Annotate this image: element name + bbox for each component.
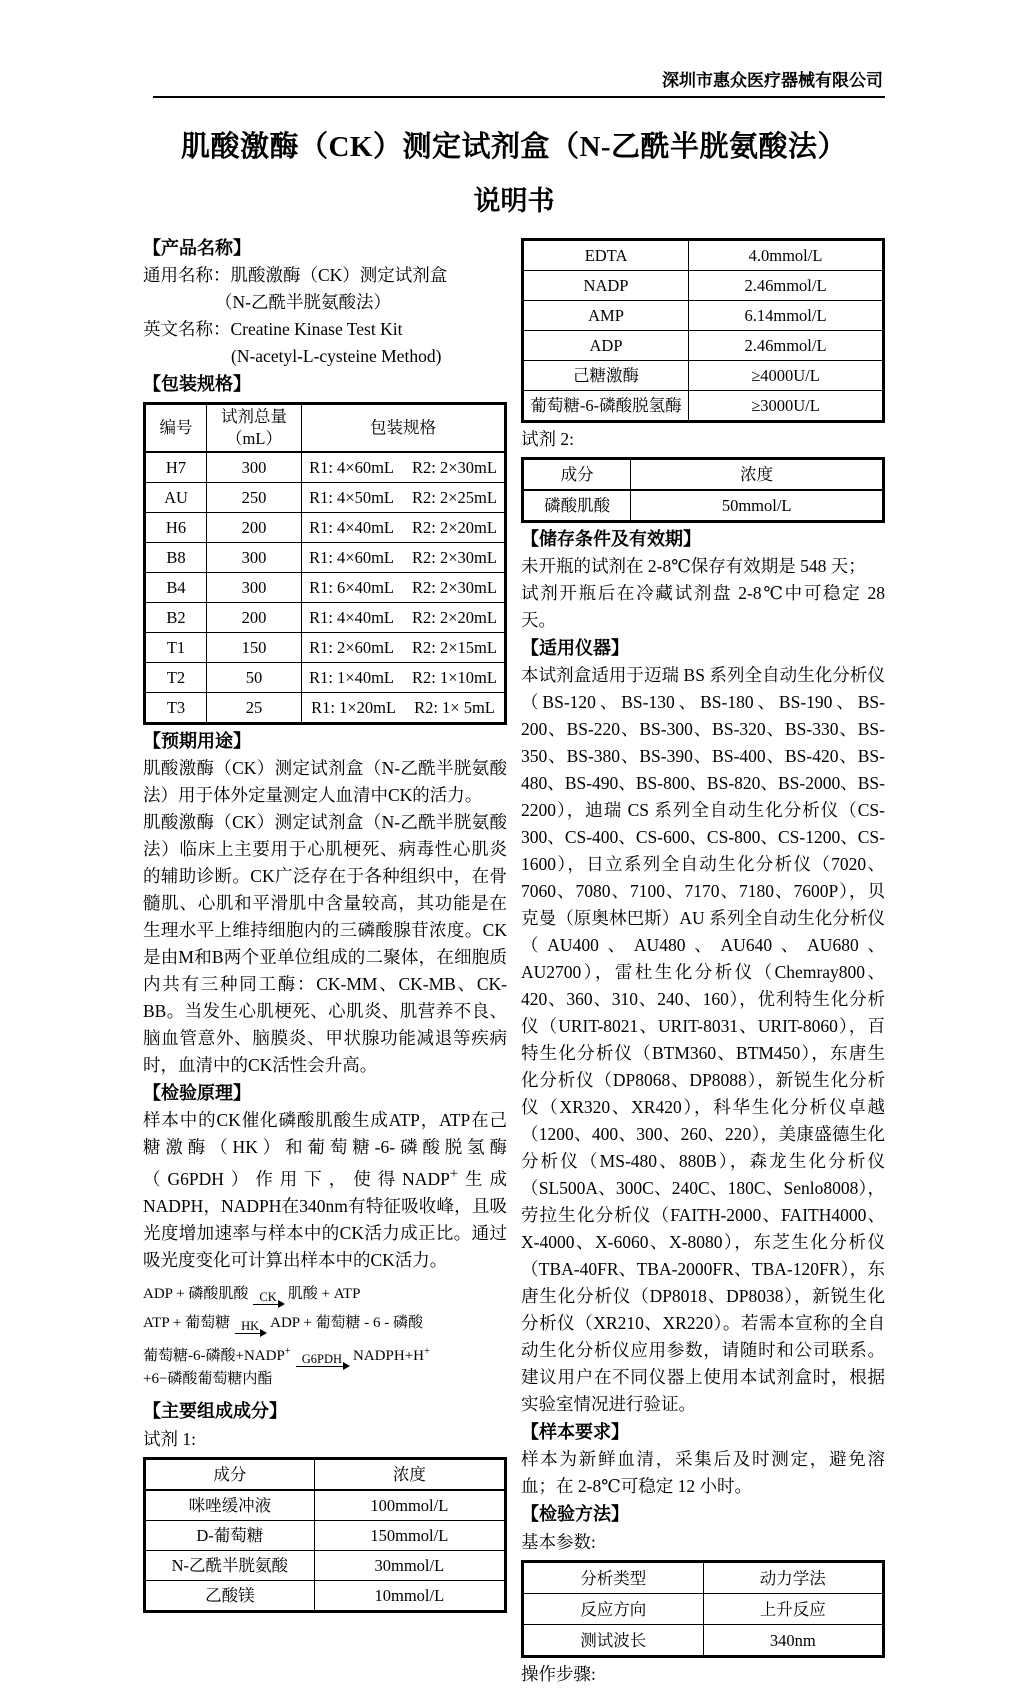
packaging-cell-id: B2 — [145, 603, 207, 633]
packaging-col-id: 编号 — [145, 404, 207, 453]
reaction-catalyst: G6PDH — [301, 1351, 343, 1366]
reaction-line — [143, 1313, 507, 1334]
english-name-value: Creatine Kinase Test Kit — [230, 319, 403, 339]
generic-name-label: 通用名称： — [143, 265, 231, 285]
reagent2-table — [521, 457, 885, 523]
component-name: AMP — [523, 301, 689, 331]
component-concentration: 2.46mmol/L — [689, 271, 884, 301]
packaging-spec-r2: R2: 2×30mL — [412, 578, 497, 597]
packaging-cell-id: B4 — [145, 573, 207, 603]
reaction-right: 肌酸 + ATP — [287, 1285, 361, 1302]
reaction-left: ATP + 葡萄糖 — [143, 1314, 231, 1331]
storage-line-2: 试剂开瓶后在冷藏试剂盘 2-8℃中可稳定 28 天。 — [521, 583, 885, 630]
packaging-cell-id: AU — [145, 483, 207, 513]
packaging-col-total-line2: （mL） — [226, 429, 282, 448]
page-title: 肌酸激酶（CK）测定试剂盒（N-乙酰半胱氨酸法） — [180, 131, 848, 163]
component-name: N-乙酰半胱氨酸 — [145, 1550, 315, 1580]
packaging-spec-r1: R1: 4×50mL — [309, 488, 394, 507]
packaging-spec-r2: R2: 2×20mL — [412, 518, 497, 537]
packaging-spec-r1: R1: 4×60mL — [309, 548, 394, 567]
principle-superscript: + — [449, 1166, 459, 1182]
reaction-right-sup: + — [423, 1345, 430, 1357]
reagent2-label: 试剂 2: — [521, 429, 574, 449]
company-name: 深圳市惠众医疗器械有限公司 — [662, 71, 883, 90]
packaging-spec-r1: R1: 1×40mL — [309, 668, 394, 687]
basic-params-row — [523, 1562, 884, 1594]
packaging-row — [145, 513, 506, 543]
section-heading-sample: 【样本要求】 — [521, 1422, 629, 1442]
document-page — [143, 0, 885, 1688]
packaging-cell-total: 300 — [207, 452, 302, 483]
reaction-arrow-icon — [296, 1353, 348, 1367]
reaction-right: ADP + 葡萄糖 - 6 - 磷酸 — [270, 1314, 424, 1331]
instruments-paragraph: 本试剂盒适用于迈瑞 BS 系列全自动生化分析仪（BS-120、BS-130、BS-180、BS-190、BS-200、BS-220、BS-300、BS-320、BS-330、BS-350、BS-380、BS-390、BS-400、BS-420、BS-480、BS-490、BS-800、BS-820、BS-2000、BS-2200），迪瑞 CS 系列全自动生化分析仪（CS-300、CS-400、CS-600、CS-800、CS-1200、CS-1600），日立系列全自动生化分析仪（7020、7060、7080、7100、7170、7180、7600P），贝克曼（原奥林巴斯）AU 系列全自动生化分析仪（AU400、AU480、AU640、AU680、AU2700），雷杜生化分析仪（Chemray800、420、360、310、240、160），优利特生化分析仪（URIT-8021、URIT-8031、URIT-8060），百特生化分析仪（BTM360、BTM450），东唐生化分析仪（DP8068、DP8088），新锐生化分析仪（XR320、XR420），科华生化分析仪卓越（1200、400、300、260、220），美康盛德生化分析仪（MS-480、880B），森龙生化分析仪（SL500A、300C、240C、180C、Senlo8008），劳拉生化分析仪（FAITH-2000、FAITH4000、X-4000、X-6060、X-8080），东芝生化分析仪（TBA-40FR、TBA-2000FR、TBA-120FR），东唐生化分析仪（DP8018、DP8038），新锐生化分析仪（XR210、XR220）。若需本宣称的全自动生化分析仪应用参数，请随时和公司联系。建议用户在不同仪器上使用本试剂盒时，根据实验室情况进行验证。 — [521, 665, 885, 1414]
packaging-cell-spec — [302, 513, 506, 543]
english-name-label: 英文名称： — [143, 319, 231, 339]
reagent1-continued-row — [523, 240, 884, 271]
generic-name-value: 肌酸激酶（CK）测定试剂盒 — [230, 265, 448, 285]
packaging-col-spec: 包装规格 — [302, 404, 506, 453]
component-name: D-葡萄糖 — [145, 1520, 315, 1550]
section-heading-method: 【检验方法】 — [521, 1504, 629, 1524]
packaging-cell-spec — [302, 452, 506, 483]
basic-params-row — [523, 1625, 884, 1657]
reaction-arrow-icon — [253, 1291, 282, 1305]
param-name: 分析类型 — [523, 1562, 704, 1594]
reagent1-row — [145, 1520, 506, 1550]
component-name: 乙酸镁 — [145, 1580, 315, 1611]
component-concentration: ≥3000U/L — [689, 391, 884, 422]
packaging-cell-spec — [302, 573, 506, 603]
section-heading-instruments: 【适用仪器】 — [521, 638, 629, 658]
packaging-row — [145, 663, 506, 693]
reaction-line — [143, 1284, 507, 1305]
reagent2-col-component: 成分 — [523, 459, 631, 491]
packaging-spec-r1: R1: 1×20mL — [311, 698, 397, 717]
component-name: 磷酸肌酸 — [523, 490, 631, 522]
packaging-table-body — [145, 452, 506, 724]
packaging-cell-total: 250 — [207, 483, 302, 513]
two-column-layout — [143, 234, 885, 1688]
left-column — [143, 234, 507, 1615]
component-concentration: 10mmol/L — [314, 1580, 505, 1611]
reaction-right: NADPH+H — [353, 1347, 424, 1364]
packaging-cell-total: 200 — [207, 513, 302, 543]
basic-params-body — [523, 1562, 884, 1657]
reaction-left: ADP + 磷酸肌酸 — [143, 1285, 249, 1302]
packaging-cell-id: T2 — [145, 663, 207, 693]
generic-name-line — [143, 262, 507, 289]
component-name: NADP — [523, 271, 689, 301]
basic-params-label: 基本参数: — [521, 1532, 596, 1552]
reagent1-table-header — [145, 1458, 506, 1490]
param-name: 反应方向 — [523, 1594, 704, 1625]
reagent1-continued-row — [523, 361, 884, 391]
storage-line-1: 未开瓶的试剂在 2-8℃保存有效期是 548 天； — [521, 556, 866, 576]
reagent1-col-component: 成分 — [145, 1458, 315, 1490]
component-concentration: 100mmol/L — [314, 1490, 505, 1521]
component-concentration: 50mmol/L — [631, 490, 884, 522]
packaging-spec-r1: R1: 4×40mL — [309, 518, 394, 537]
packaging-col-total — [207, 404, 302, 453]
packaging-spec-r1: R1: 4×40mL — [309, 608, 394, 627]
principle-text-1: 样本中的CK催化磷酸肌酸生成ATP，ATP在己糖激酶（HK）和葡萄糖-6-磷酸脱氢酶（G6PDH）作用下，使得NADP — [143, 1110, 507, 1189]
packaging-spec-r2: R2: 2×15mL — [412, 638, 497, 657]
param-value: 上升反应 — [703, 1594, 884, 1625]
basic-params-table — [521, 1560, 885, 1658]
packaging-cell-id: T1 — [145, 633, 207, 663]
component-concentration: 150mmol/L — [314, 1520, 505, 1550]
basic-params-row — [523, 1594, 884, 1625]
packaging-spec-r1: R1: 4×60mL — [309, 458, 394, 477]
reagent1-continued-row — [523, 271, 884, 301]
reagent1-continued-table — [521, 238, 885, 423]
packaging-row — [145, 543, 506, 573]
packaging-spec-r1: R1: 2×60mL — [309, 638, 394, 657]
reagent1-row — [145, 1580, 506, 1611]
reagent1-table — [143, 1457, 507, 1613]
packaging-spec-r2: R2: 1× 5mL — [414, 698, 495, 717]
packaging-table-header — [145, 404, 506, 453]
reagent2-table-body — [523, 490, 884, 522]
packaging-cell-total: 150 — [207, 633, 302, 663]
packaging-spec-r2: R2: 2×30mL — [412, 458, 497, 477]
component-concentration: 4.0mmol/L — [689, 240, 884, 271]
reagent2-table-header — [523, 459, 884, 491]
reagent1-row — [145, 1550, 506, 1580]
reaction-equation — [143, 1313, 507, 1334]
packaging-cell-total: 200 — [207, 603, 302, 633]
section-heading-product-name: 【产品名称】 — [143, 238, 251, 258]
packaging-cell-spec — [302, 633, 506, 663]
packaging-cell-spec — [302, 483, 506, 513]
section-heading-composition: 【主要组成成分】 — [143, 1400, 287, 1421]
principle-paragraph — [143, 1107, 507, 1274]
packaging-cell-total: 25 — [207, 693, 302, 724]
packaging-spec-r2: R2: 2×25mL — [412, 488, 497, 507]
reaction-equation — [143, 1284, 507, 1305]
generic-name-line2: （N-乙酰半胱氨酸法） — [215, 292, 391, 312]
page-subtitle: 说明书 — [473, 186, 555, 216]
packaging-row — [145, 573, 506, 603]
arrow-shaft — [253, 1304, 282, 1305]
section-heading-packaging: 【包装规格】 — [143, 374, 251, 394]
reaction-line — [143, 1342, 507, 1367]
packaging-row — [145, 452, 506, 483]
component-name: 葡萄糖-6-磷酸脱氢酶 — [523, 391, 689, 422]
param-name: 测试波长 — [523, 1625, 704, 1657]
packaging-col-total-line1: 试剂总量 — [221, 407, 287, 426]
section-heading-principle: 【检验原理】 — [143, 1083, 251, 1103]
principle-text-2: 生成NADPH，NADPH在340nm有特征吸收峰，且吸光度增加速率与样本中的CK活力成正比。通过吸光度变化可计算出样本中的CK活力。 — [143, 1168, 507, 1270]
reagent1-continued-row — [523, 331, 884, 361]
component-name: 咪唑缓冲液 — [145, 1490, 315, 1521]
reagent1-continued-body — [523, 240, 884, 422]
packaging-cell-total: 300 — [207, 543, 302, 573]
english-name-line — [143, 316, 507, 343]
param-value: 340nm — [703, 1625, 884, 1657]
reaction-equation — [143, 1342, 507, 1389]
intended-use-paragraph-2: 肌酸激酶（CK）测定试剂盒（N-乙酰半胱氨酸法）临床上主要用于心肌梗死、病毒性心肌炎的辅助诊断。CK广泛存在于各种组织中，在骨髓肌、心肌和平滑肌中含量较高，其功能是在生理水平上维持细胞内的三磷酸腺苷浓度。CK是由M和B两个亚单位组成的二聚体，在细胞质内共有三种同工酶：CK-MM、CK-MB、CK-BB。当发生心肌梗死、心肌炎、肌营养不良、脑血管意外、脑膜炎、甲状腺功能减退等疾病时，血清中的CK活性会升高。 — [143, 812, 507, 1075]
reagent1-continued-row — [523, 391, 884, 422]
packaging-cell-id: T3 — [145, 693, 207, 724]
packaging-row — [145, 693, 506, 724]
section-heading-storage: 【储存条件及有效期】 — [521, 529, 701, 549]
packaging-spec-r2: R2: 2×20mL — [412, 608, 497, 627]
packaging-cell-id: H7 — [145, 452, 207, 483]
component-name: 己糖激酶 — [523, 361, 689, 391]
packaging-row — [145, 633, 506, 663]
section-heading-intended-use: 【预期用途】 — [143, 731, 251, 751]
reagent1-table-body — [145, 1490, 506, 1612]
reaction-arrow-icon — [235, 1320, 265, 1334]
packaging-cell-id: B8 — [145, 543, 207, 573]
packaging-row — [145, 483, 506, 513]
header-rule — [153, 96, 885, 98]
component-concentration: 2.46mmol/L — [689, 331, 884, 361]
sample-paragraph: 样本为新鲜血清，采集后及时测定，避免溶血；在 2-8℃可稳定 12 小时。 — [521, 1449, 885, 1496]
packaging-table — [143, 402, 507, 725]
reagent2-row — [523, 490, 884, 522]
reaction-equations — [143, 1284, 507, 1389]
steps-label: 操作步骤: — [521, 1664, 596, 1684]
component-name: ADP — [523, 331, 689, 361]
reaction-continuation: +6−磷酸葡萄糖内酯 — [143, 1370, 273, 1387]
packaging-cell-total: 50 — [207, 663, 302, 693]
reaction-catalyst: HK — [241, 1318, 260, 1333]
english-name-line2: (N-acetyl-L-cysteine Method) — [231, 346, 442, 366]
packaging-cell-spec — [302, 603, 506, 633]
right-column — [521, 234, 885, 1688]
component-concentration: ≥4000U/L — [689, 361, 884, 391]
packaging-spec-r2: R2: 2×30mL — [412, 548, 497, 567]
reaction-left: 葡萄糖-6-磷酸+NADP — [143, 1347, 285, 1364]
reaction-left-sup: + — [284, 1345, 291, 1357]
reagent1-col-concentration: 浓度 — [314, 1458, 505, 1490]
param-value: 动力学法 — [703, 1562, 884, 1594]
reagent1-continued-row — [523, 301, 884, 331]
reaction-catalyst: CK — [259, 1289, 277, 1304]
arrow-shaft — [296, 1366, 348, 1367]
arrow-shaft — [235, 1333, 265, 1334]
packaging-row — [145, 603, 506, 633]
reagent2-col-concentration: 浓度 — [631, 459, 884, 491]
packaging-cell-spec — [302, 543, 506, 573]
packaging-cell-spec — [302, 693, 506, 724]
packaging-cell-total: 300 — [207, 573, 302, 603]
reagent1-row — [145, 1490, 506, 1521]
packaging-cell-spec — [302, 663, 506, 693]
packaging-spec-r1: R1: 6×40mL — [309, 578, 394, 597]
reagent1-label: 试剂 1: — [143, 1428, 196, 1449]
intended-use-paragraph-1: 肌酸激酶（CK）测定试剂盒（N-乙酰半胱氨酸法）用于体外定量测定人血清中CK的活力。 — [143, 758, 507, 805]
component-concentration: 30mmol/L — [314, 1550, 505, 1580]
packaging-cell-id: H6 — [145, 513, 207, 543]
packaging-spec-r2: R2: 1×10mL — [412, 668, 497, 687]
component-name: EDTA — [523, 240, 689, 271]
component-concentration: 6.14mmol/L — [689, 301, 884, 331]
